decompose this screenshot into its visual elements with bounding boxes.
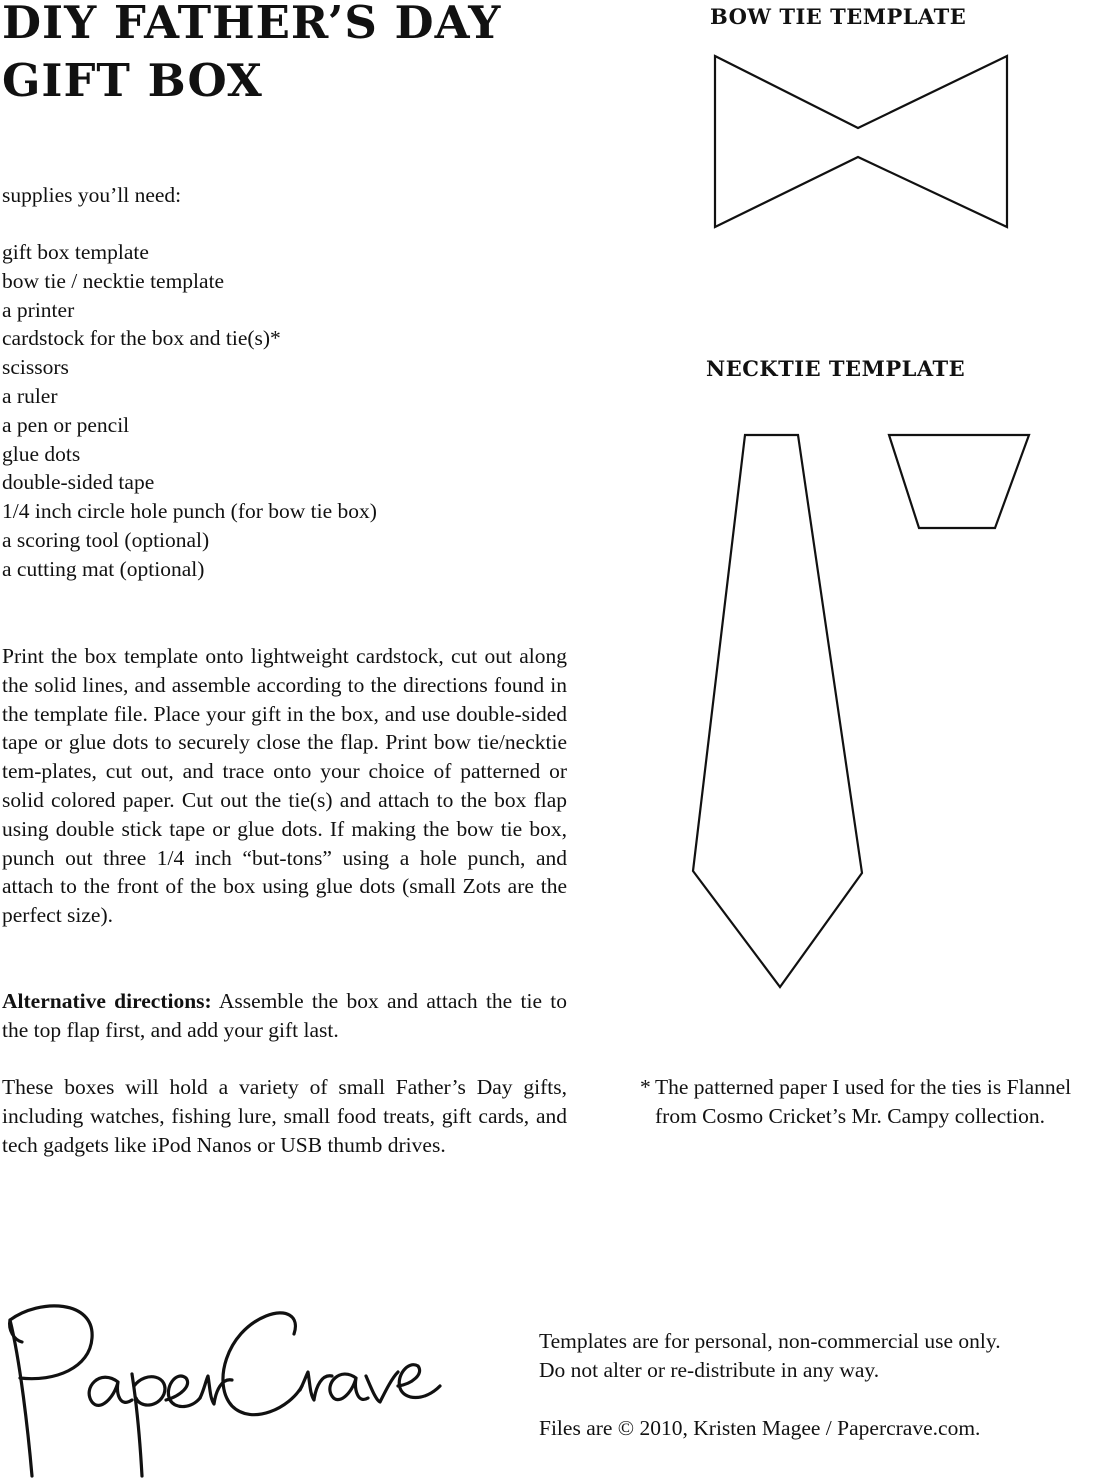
title-line-2: GIFT BOX <box>2 54 263 107</box>
supplies-heading: supplies you’ll need: <box>2 183 182 207</box>
footnote-marker: * <box>640 1075 651 1099</box>
supply-item: double-sided tape <box>2 470 155 495</box>
alternative-directions-label: Alternative directions: <box>2 989 212 1013</box>
supply-item: cardstock for the box and tie(s)* <box>2 326 281 351</box>
supply-item: a pen or pencil <box>2 412 130 437</box>
footnote-text: The patterned paper I used for the ties is Flannel from Cosmo Cricket’s Mr. Campy collection. <box>655 1075 1072 1128</box>
supply-item: bow tie / necktie template <box>2 268 225 293</box>
supply-item: scissors <box>2 355 69 380</box>
papercrave-logo-icon <box>0 1290 450 1480</box>
usage-footer <box>539 1327 1096 1442</box>
alternative-directions-text: Assemble the box and attach the tie to the top flap first, and add your gift last. <box>2 989 567 1042</box>
supply-item: a printer <box>2 297 75 322</box>
necktie-knot-template-shape <box>889 435 1029 528</box>
supply-item: a scoring tool (optional) <box>2 527 210 552</box>
supply-item: a ruler <box>2 383 58 408</box>
supply-item: gift box template <box>2 240 149 264</box>
footer-line-2: Do not alter or re-distribute in any way. <box>539 1357 880 1382</box>
supply-item: a cutting mat (optional) <box>2 556 205 581</box>
title-line-1: DIY FATHER’S DAY <box>2 0 502 49</box>
necktie-heading: NECKTIE TEMPLATE <box>706 356 966 381</box>
supply-item: glue dots <box>2 441 81 466</box>
paper-footnote <box>640 1073 1096 1131</box>
gift-ideas-paragraph: These boxes will hold a variety of small Father’s Day gifts, including watches, fishing lure, small food treats, gift cards, and tech gadgets like iPod Nanos or USB thumb drives. <box>2 1075 567 1157</box>
directions-paragraph: Print the box template onto lightweight cardstock, cut out along the solid lines, and assemble according to the directions found in the template file. Place your gift in the box, and use double-sided tape or glue dots to securely close the flap. Print bow tie/necktie tem-plates, cut out, and trace onto your choice of patterned or solid colored paper. Cut out the tie(s) and attach to the box flap using double stick tape or glue dots. If making the bow tie box, punch out three 1/4 inch “but-tons” using a hole punch, and attach to the front of the box using glue dots (small Zots are the perfect size). <box>2 644 567 928</box>
footer-spacer <box>539 1385 1096 1414</box>
bow-tie-heading: BOW TIE TEMPLATE <box>710 4 967 29</box>
necktie-template-shape <box>693 435 862 987</box>
bow-tie-template-shape <box>715 56 1007 227</box>
footer-line-1: Templates are for personal, non-commercial use only. <box>539 1329 1001 1353</box>
supply-item: 1/4 inch circle hole punch (for bow tie box) <box>2 499 377 524</box>
footer-copyright: Files are © 2010, Kristen Magee / Papercrave.com. <box>539 1415 981 1440</box>
